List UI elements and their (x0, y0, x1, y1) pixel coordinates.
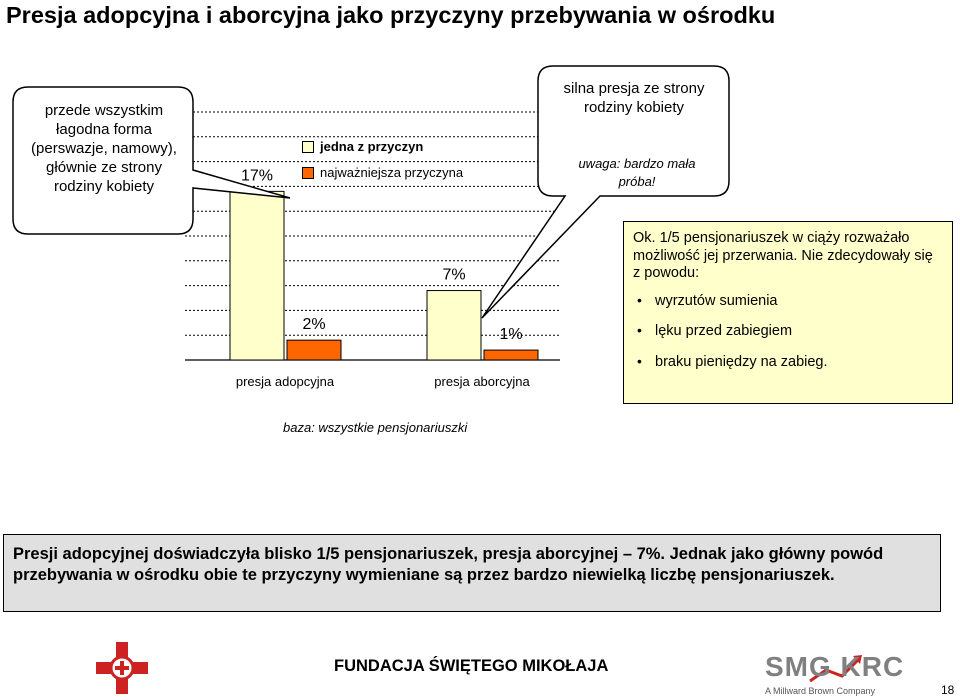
info-box-list (633, 293, 942, 372)
chart-legend (302, 136, 463, 188)
info-box-bullet: • wyrzutów sumienia (633, 293, 942, 311)
legend-label-main: najważniejsza przyczyna (320, 165, 464, 180)
info-box-bullet: • braku pieniędzy na zabieg. (633, 354, 942, 372)
chart-category-label: presja aborcyjna (434, 374, 530, 389)
chart-data-label: 17% (240, 167, 274, 185)
caritas-logo (96, 642, 148, 694)
chart-category-label: presja adopcyjna (235, 374, 335, 389)
chart-bar (427, 291, 481, 360)
footer-organization: FUNDACJA ŚWIĘTEGO MIKOŁAJA (334, 657, 609, 675)
legend-swatch-main (302, 167, 314, 179)
legend-item-one (302, 136, 463, 157)
page-title: Presja adopcyjna i aborcyjna jako przyczyny przebywania w ośrodku (6, 2, 776, 28)
legend-item-main (302, 162, 463, 183)
smg-krc-logo-text: SMG KRC (765, 651, 905, 682)
chart-bar (484, 350, 538, 360)
page-number: 18 (941, 683, 955, 697)
chart-data-label: 1% (499, 326, 523, 344)
chart-bar (230, 191, 284, 360)
smg-krc-tagline: A Millward Brown Company (765, 686, 876, 696)
info-box (623, 221, 953, 404)
info-box-intro: Ok. 1/5 pensjonariuszek w ciąży rozważało możliwość jej przerwania. Nie zdecydowały się z powodu: (633, 230, 933, 281)
base-note: baza: wszystkie pensjonariuszki (283, 420, 468, 435)
info-box-bullet: • lęku przed zabiegiem (633, 323, 942, 341)
legend-swatch-one (302, 141, 314, 153)
chart-bars (230, 191, 538, 360)
chart-bar (287, 340, 341, 360)
callout-right-note: uwaga: bardzo mała próba! (578, 156, 696, 189)
legend-label-one: jedna z przyczyn (320, 139, 424, 154)
callout-left-text: przede wszystkim łagodna forma (perswazje, namowy), głównie ze strony rodziny kobiety (31, 102, 177, 195)
chart-data-label: 7% (442, 266, 466, 284)
callout-right-text: silna presja ze strony rodziny kobiety (563, 80, 705, 116)
chart-data-label: 2% (302, 316, 326, 334)
conclusion-box: Presji adopcyjnej doświadczyła blisko 1/5 pensjonariuszek, presja aborcyjnej – 7%. Jednak jako główny powód przebywania w ośrodku obie te przyczyny wymieniane są przez bardzo niewielką liczbę pensjonariuszek. (3, 534, 941, 612)
